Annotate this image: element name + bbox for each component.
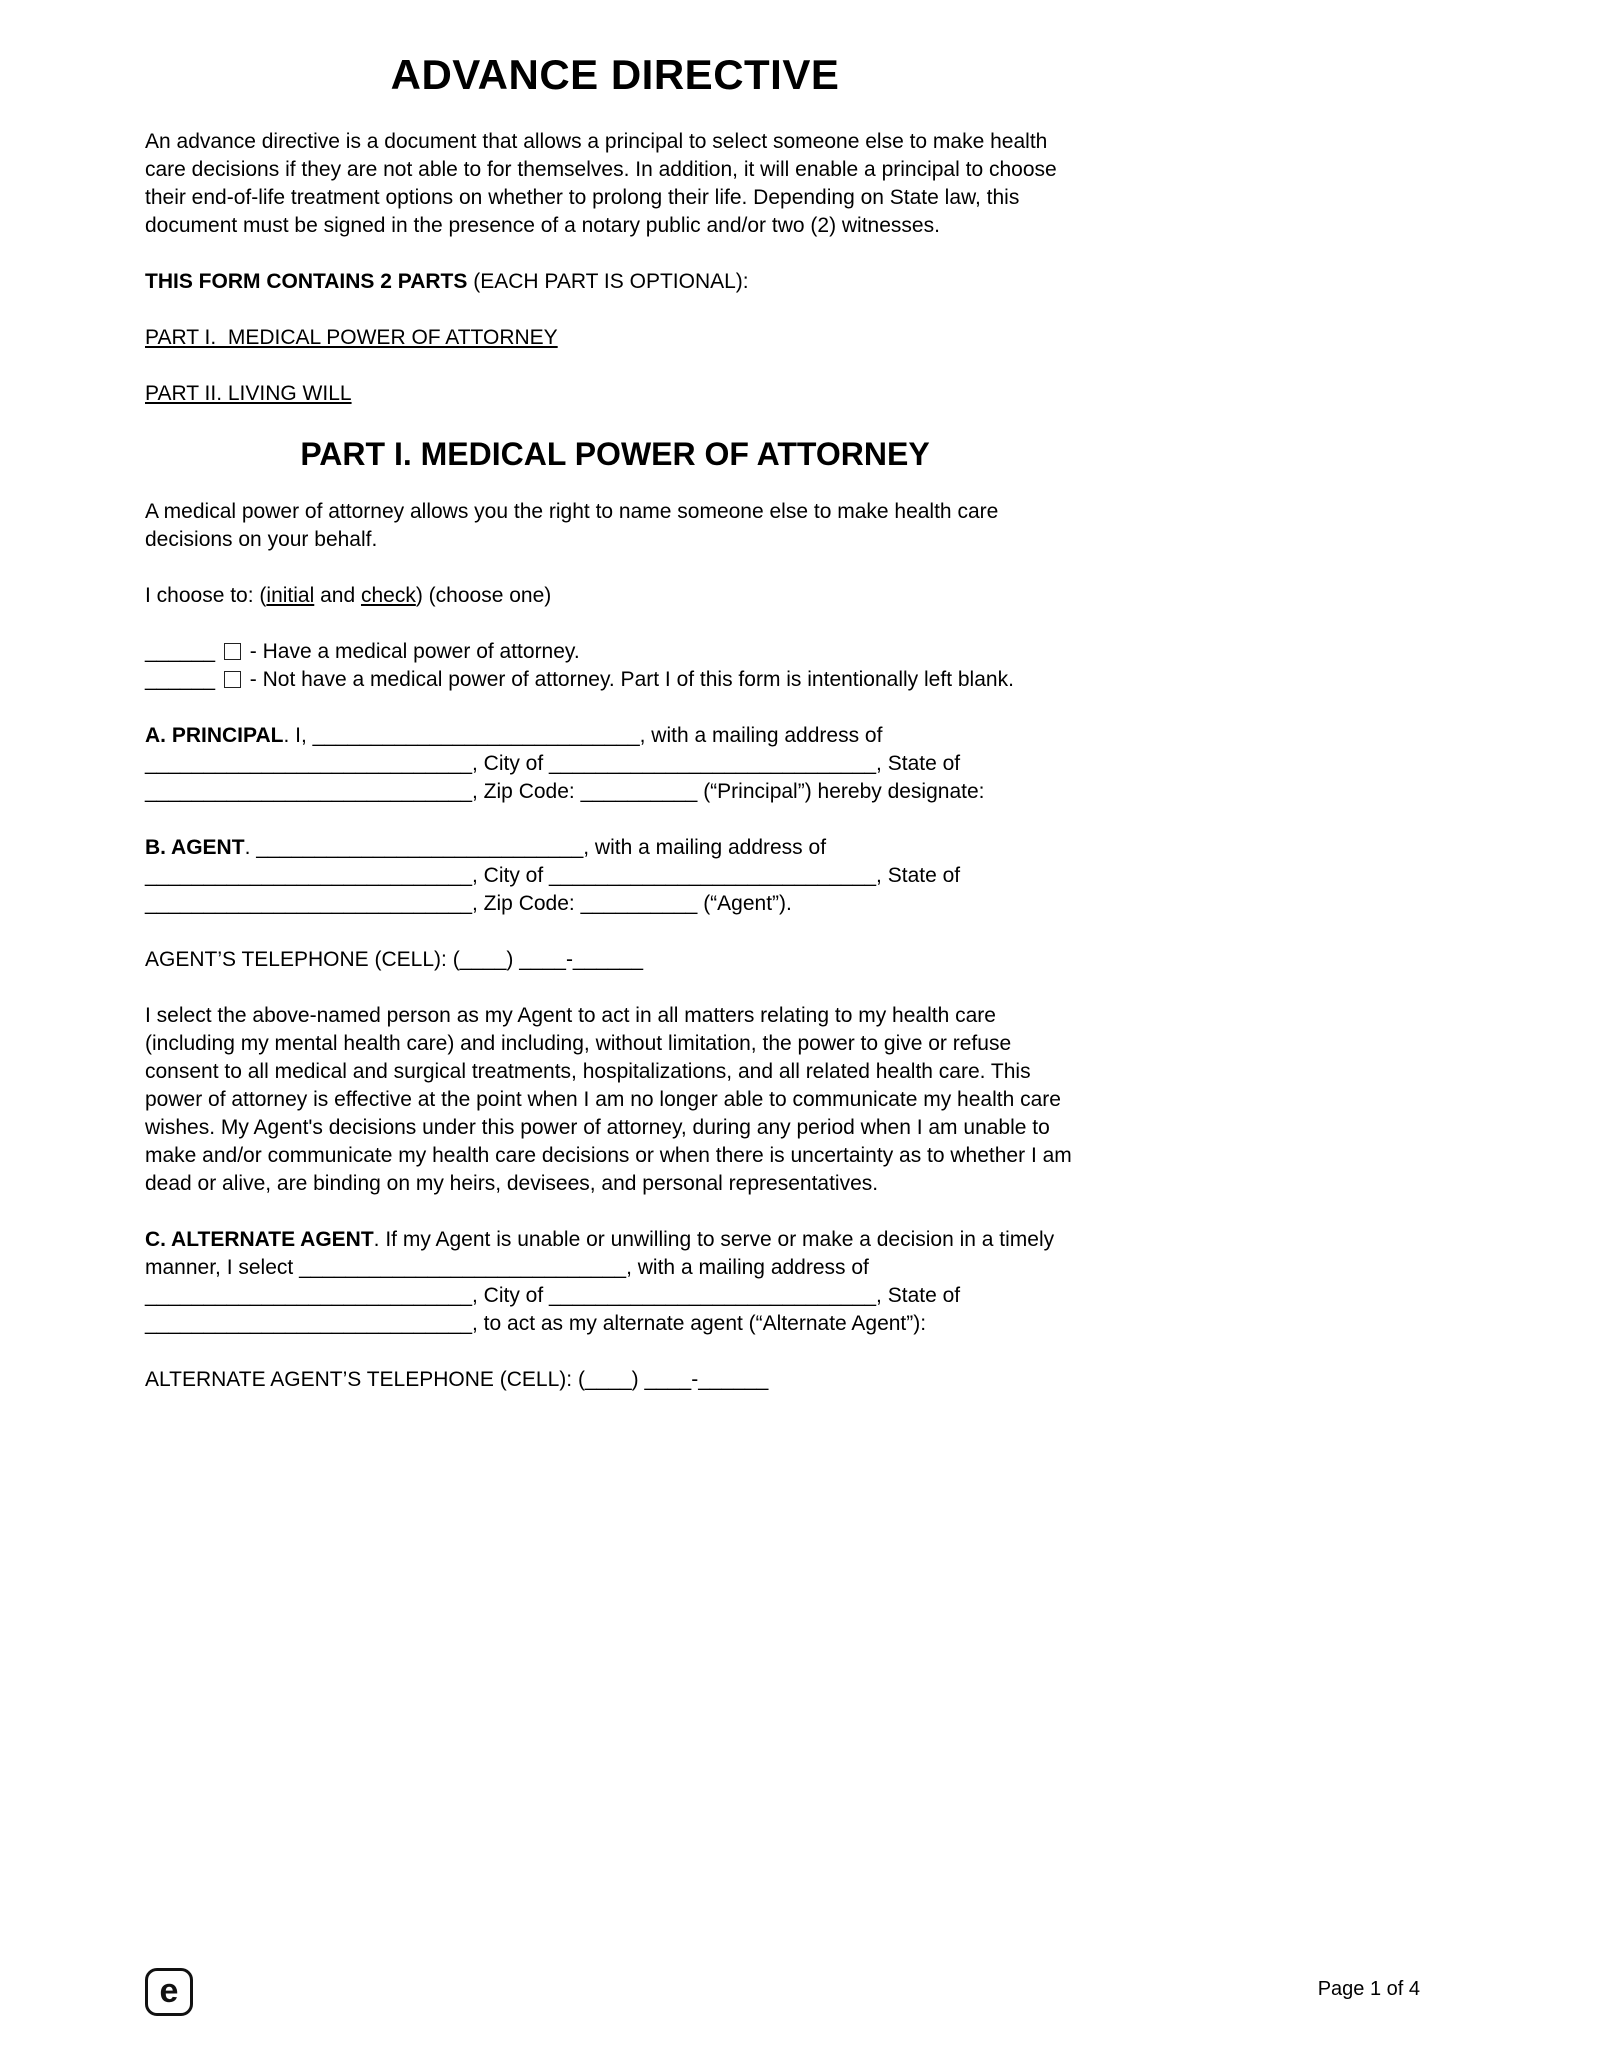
option-have-mpoa [145,638,1085,666]
initials-blank-not-have: ______ [145,668,216,691]
choose-and-text: and [314,584,361,607]
checkbox-have-icon[interactable] [224,643,241,660]
option-not-have-label: - Not have a medical power of attorney. Part I of this form is intentionally left blank. [249,668,1014,691]
checkbox-not-have-icon[interactable] [224,671,241,688]
eforms-logo-letter: e [159,1972,179,2010]
page-number: Page 1 of 4 [1317,1978,1420,2000]
alternate-agent-telephone-line: ALTERNATE AGENT’S TELEPHONE (CELL): (____) ____-______ [145,1368,769,1391]
agent-section [145,834,1085,918]
eforms-logo [145,1968,193,2016]
choose-pre-text: I choose to: ( [145,584,267,607]
part1-description: A medical power of attorney allows you the right to name someone else to make health care decisions on your behalf. [145,500,999,551]
mpoa-options [145,638,1085,694]
form-contains-bold-text: THIS FORM CONTAINS 2 PARTS [145,270,468,293]
alternate-agent-label: C. ALTERNATE AGENT [145,1228,374,1251]
choose-post-text: ) (choose one) [415,584,552,607]
principal-section-label: A. PRINCIPAL [145,724,284,747]
option-not-have-mpoa [145,666,1085,694]
alternate-agent-text: . If my Agent is unable or unwilling to serve or make a decision in a timely manner, I select ____________________________, with a mailing address of ____________________________, City of ____________________________, State of ____________________________, to act as my alternate agent (“Alternate Agent”): [145,1228,1055,1335]
toc-part1-line [145,324,1085,352]
initials-blank-have: ______ [145,640,216,663]
form-contains-line [145,268,1085,296]
intro-paragraph: An advance directive is a document that allows a principal to select someone else to make health care decisions if they are not able to for themselves. In addition, it will enable a principal to choose their end-of-life treatment options on whether to prolong their life. Depending on State law, this document must be signed in the presence of a notary public and/or two (2) witnesses. [145,130,1057,237]
principal-section [145,722,1085,806]
alternate-agent-section [145,1226,1085,1338]
part1-link[interactable]: PART I. MEDICAL POWER OF ATTORNEY [145,326,558,349]
option-have-label: - Have a medical power of attorney. [249,640,580,663]
agent-powers-paragraph: I select the above-named person as my Agent to act in all matters relating to my health care (including my mental health care) and including, without limitation, the power to give or refuse consent to all medical and surgical treatments, hospitalizations, and all related health care. This power of attorney is effective at the point when I am no longer able to communicate my health care wishes. My Agent's decisions under this power of attorney, during any period when I am unable to make and/or communicate my health care decisions or when there is uncertainty as to whether I am dead or alive, are binding on my heirs, devisees, and personal representatives. [145,1004,1072,1195]
document-title: ADVANCE DIRECTIVE [390,51,840,98]
document-content [145,30,1085,1394]
agent-telephone-line: AGENT’S TELEPHONE (CELL): (____) ____-______ [145,948,644,971]
choose-initial-text: initial [266,584,315,607]
part2-link[interactable]: PART II. LIVING WILL [145,382,352,405]
agent-section-text: . ____________________________, with a mailing address of ____________________________, City of ____________________________, State of ____________________________, Zip Code: __________ (“Agent”). [145,836,961,915]
part1-heading: PART I. MEDICAL POWER OF ATTORNEY [300,436,930,472]
choose-instruction-line [145,582,1085,610]
toc-part2-line [145,380,1085,408]
principal-section-text: . I, ____________________________, with a mailing address of ____________________________, City of ____________________________, State of ____________________________, Zip Code: __________ (“Principal”) hereby designate: [145,724,985,803]
agent-section-label: B. AGENT [145,836,245,859]
form-contains-rest-text: (EACH PART IS OPTIONAL): [467,270,749,293]
choose-check-text: check [360,584,416,607]
